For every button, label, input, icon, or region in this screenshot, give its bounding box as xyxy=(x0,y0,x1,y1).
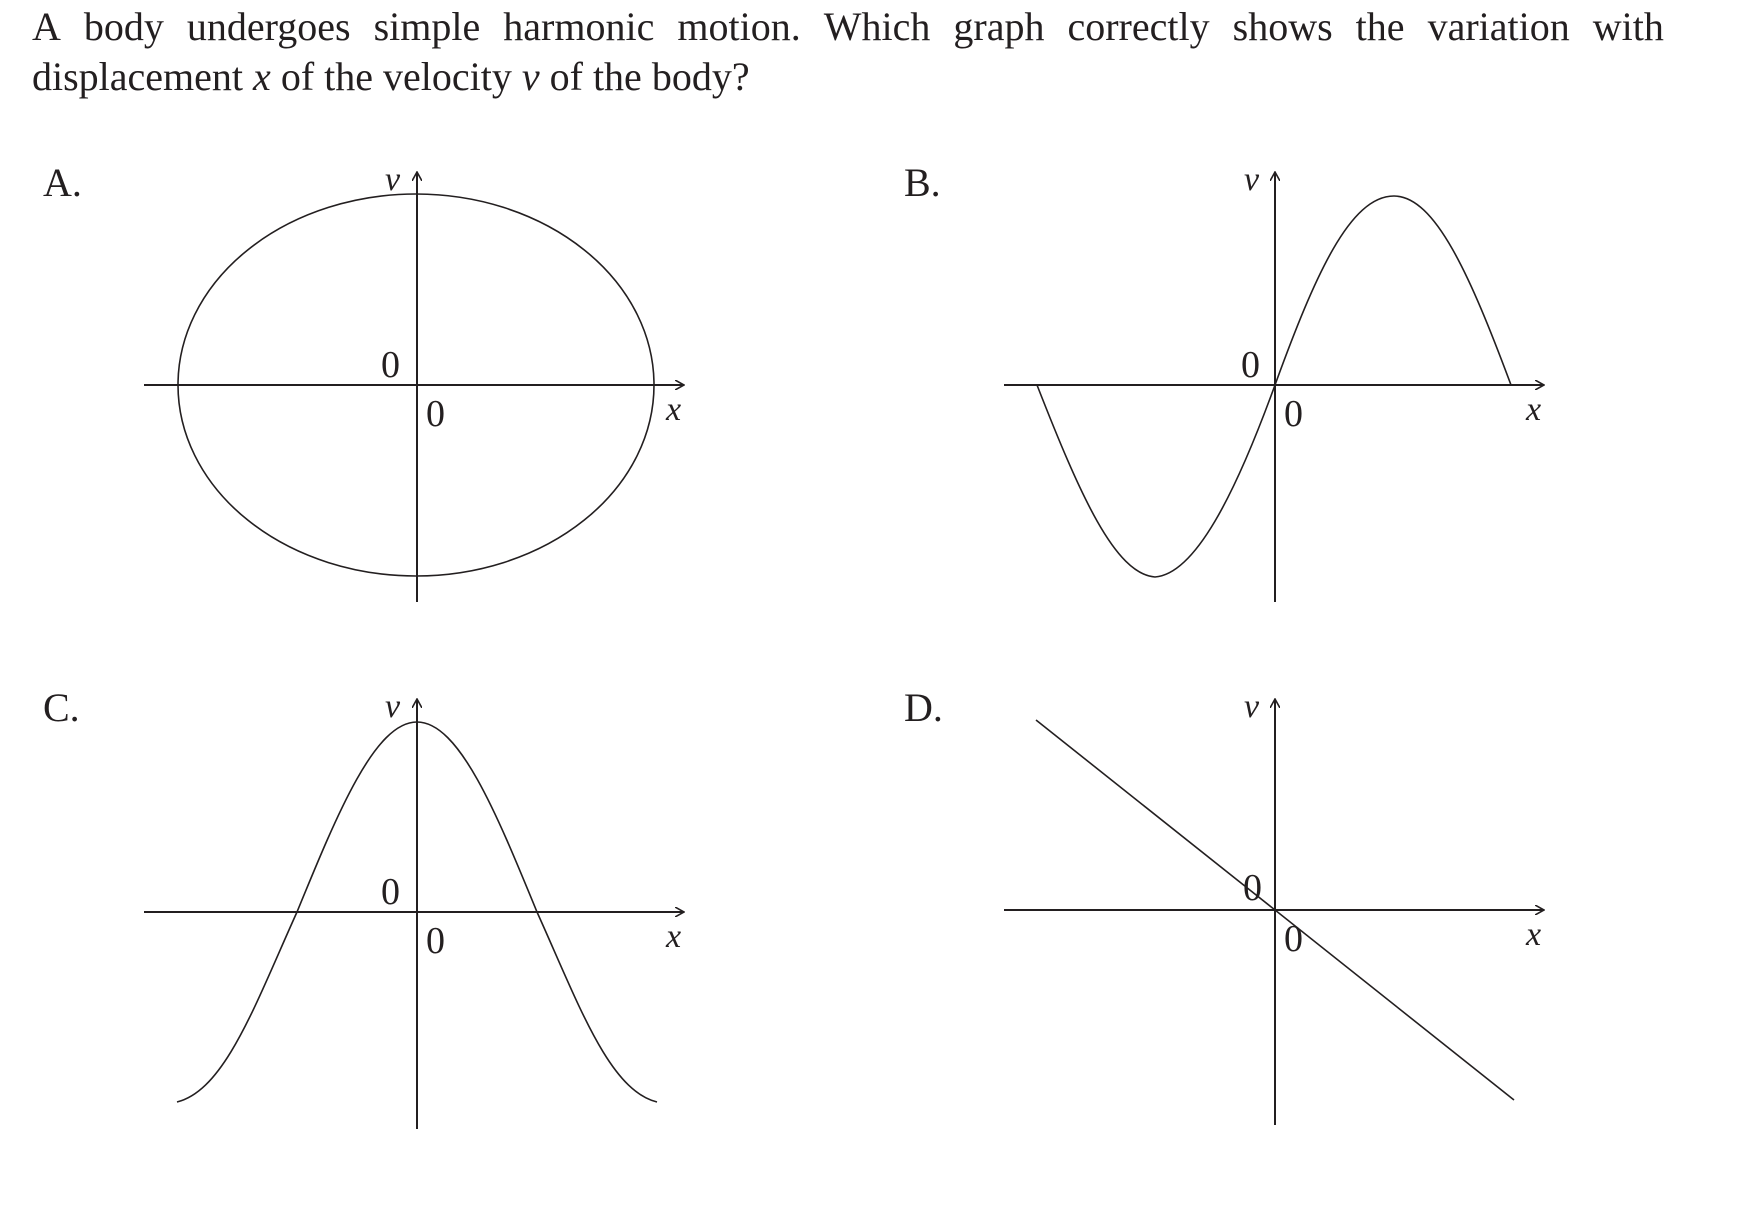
question-word: motion. xyxy=(677,4,801,49)
question-word: harmonic xyxy=(503,4,655,49)
graph-b-x-label: x xyxy=(1526,391,1542,428)
option-a-letter: A. xyxy=(43,160,82,205)
question-word: Which xyxy=(823,4,931,49)
graph-b-origin-label-upper: 0 xyxy=(1241,344,1260,386)
graph-c-origin-label-upper: 0 xyxy=(381,871,400,913)
question-word: undergoes xyxy=(186,4,351,49)
question-variable: v xyxy=(521,54,540,99)
graph-b xyxy=(1004,161,1544,602)
question-word: the xyxy=(1355,4,1405,49)
graph-d-origin-label-lower: 0 xyxy=(1284,918,1303,960)
question-word: body xyxy=(83,4,164,49)
option-b-letter: B. xyxy=(904,160,941,205)
graph-d-origin-label-upper: 0 xyxy=(1243,867,1262,909)
question-word: simple xyxy=(373,4,481,49)
question-text-part: of the velocity xyxy=(270,54,522,99)
graph-d xyxy=(1004,688,1544,1125)
graph-a-origin-label-upper: 0 xyxy=(381,344,400,386)
question-word: shows xyxy=(1232,4,1333,49)
graph-c-x-label: x xyxy=(666,918,682,955)
graph-c xyxy=(144,688,684,1129)
graph-a-origin-label-lower: 0 xyxy=(426,393,445,435)
graph-d-v-label: v xyxy=(1244,688,1260,725)
graph-a-x-label: x xyxy=(666,391,682,428)
question-word: A xyxy=(32,4,61,49)
graph-d-x-label: x xyxy=(1526,916,1542,953)
question-text-part: of the body? xyxy=(539,54,750,99)
graph-b-origin-label-lower: 0 xyxy=(1284,393,1303,435)
question-word: variation xyxy=(1427,4,1570,49)
graph-c-v-label: v xyxy=(385,688,401,725)
question-text-part: displacement xyxy=(32,54,254,99)
question-word: correctly xyxy=(1067,4,1210,49)
question-variable: x xyxy=(253,54,271,99)
option-d-letter: D. xyxy=(904,685,943,730)
question-word: graph xyxy=(953,4,1045,49)
option-c-letter: C. xyxy=(43,685,80,730)
graph-c-origin-label-lower: 0 xyxy=(426,920,445,962)
graph-a xyxy=(144,161,684,602)
question-word: with xyxy=(1592,4,1664,49)
graph-b-v-label: v xyxy=(1244,161,1260,198)
graph-a-v-label: v xyxy=(385,161,401,198)
